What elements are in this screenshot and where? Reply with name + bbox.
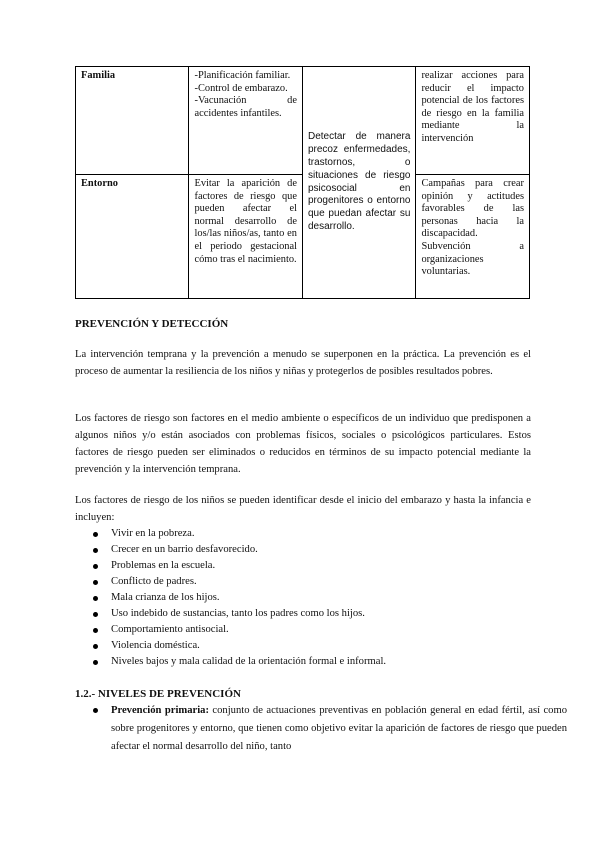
bullet-icon bbox=[93, 644, 98, 649]
list-item: Crecer en un barrio desfavorecido. bbox=[75, 542, 531, 558]
section-heading-prevencion: PREVENCIÓN Y DETECCIÓN bbox=[75, 318, 229, 330]
list-item: Uso indebido de sustancias, tanto los padres como los hijos. bbox=[75, 606, 531, 622]
table-row bbox=[76, 67, 530, 175]
table-cell-entorno-intervention: Campañas para crear opinión y actitudes favorables de las personas hacia la discapacidad. Subvención a organizaciones voluntarias. bbox=[416, 175, 530, 299]
prevention-level-text: conjunto de actuaciones preventivas en población general en edad fértil, así como sobre progenitores y entorno, que tienen como objetivo evitar la aparición de factores de riesgo que pueden afectar el normal desarrollo del niño, tanto bbox=[111, 705, 568, 752]
table-cell-entorno-actions: Evitar la aparición de factores de riesgo que pueden afectar el normal desarrollo de los/las niños/as, tanto en el periodo gestacional cómo tras el nacimiento. bbox=[189, 175, 302, 299]
list-item: Niveles bajos y mala calidad de la orientación formal e informal. bbox=[75, 654, 531, 670]
list-item: Vivir en la pobreza. bbox=[75, 526, 531, 542]
bullet-icon bbox=[93, 660, 98, 665]
table-cell-familia-actions: -Planificación familiar. -Control de embarazo. -Vacunación de accidentes infantiles. bbox=[189, 67, 302, 175]
paragraph-intervencion: La intervención temprana y la prevención a menudo se superponen en la práctica. La prevención es el proceso de aumentar la resiliencia de los niños y niñas y protegerlos de posibles resultados pobres. bbox=[75, 349, 531, 377]
list-item: Mala crianza de los hijos. bbox=[75, 590, 531, 606]
bullet-icon bbox=[93, 564, 98, 569]
bullet-icon bbox=[93, 612, 98, 617]
prevention-level-title: Prevención primaria: bbox=[111, 705, 209, 716]
risk-factor-list bbox=[75, 526, 531, 670]
bullet-icon bbox=[93, 708, 98, 713]
list-item: Conflicto de padres. bbox=[75, 574, 531, 590]
bullet-icon bbox=[93, 628, 98, 633]
list-item-prevencion-primaria bbox=[75, 702, 567, 756]
bullet-icon bbox=[93, 548, 98, 553]
list-item: Comportamiento antisocial. bbox=[75, 622, 531, 638]
list-item: Problemas en la escuela. bbox=[75, 558, 531, 574]
row-label-entorno: Entorno bbox=[76, 175, 189, 299]
bullet-icon bbox=[93, 580, 98, 585]
paragraph-factores-riesgo: Los factores de riesgo son factores en el medio ambiente o específicos de un individuo que predisponen a algunos niños y/o están asociados con problemas físicos, sociales o psicológicos particulares. Estos factores de riesgo pueden ser eliminados o reducidos en términos de su impacto potencial mediante la prevención y la intervención temprana. bbox=[75, 413, 531, 475]
list-item: Violencia doméstica. bbox=[75, 638, 531, 654]
prevention-table bbox=[75, 66, 530, 299]
paragraph-factores-ninos: Los factores de riesgo de los niños se pueden identificar desde el inicio del embarazo y hasta la infancia e incluyen: bbox=[75, 495, 531, 523]
table-cell-detection: Detectar de manera precoz enfermedades, trastornos, o situaciones de riesgo psicosocial en progenitores o entorno que puedan afectar su desarrollo. bbox=[302, 67, 415, 299]
row-label-familia: Familia bbox=[76, 67, 189, 175]
section-heading-niveles: 1.2.- NIVELES DE PREVENCIÓN bbox=[75, 688, 241, 700]
table-cell-familia-intervention: realizar acciones para reducir el impacto potencial de los factores de riesgo en la familia mediante la intervención bbox=[416, 67, 530, 175]
bullet-icon bbox=[93, 532, 98, 537]
bullet-icon bbox=[93, 596, 98, 601]
